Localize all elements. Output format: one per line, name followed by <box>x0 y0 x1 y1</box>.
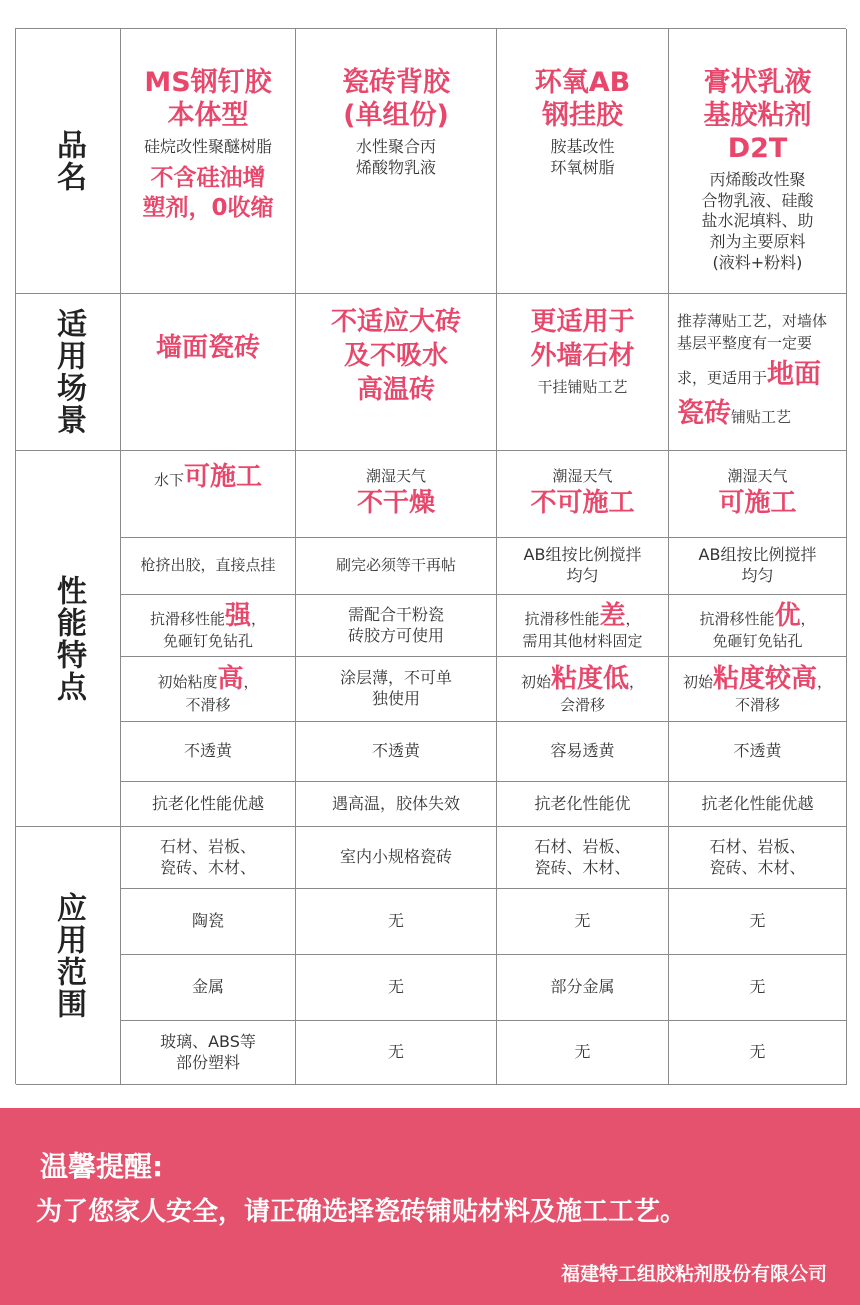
range-ceramic-3 <box>497 889 669 955</box>
perf-aging-3 <box>497 782 669 827</box>
perf-tack-1-em: 高 <box>217 664 244 694</box>
perf-tack-4-post: ， <box>817 673 833 691</box>
product-cell-2 <box>296 29 497 294</box>
perf-apply-3 <box>497 538 669 595</box>
product-cell-3 <box>497 29 669 294</box>
perf-tack-4-line2: 不滑移 <box>734 695 780 714</box>
perf-apply-2 <box>296 538 497 595</box>
perf-yellow-2-text: 不透黄 <box>371 741 420 761</box>
scene-cell-3 <box>497 294 669 451</box>
scene-text-2: 不适应大砖 及不吸水 高温砖 <box>330 307 461 405</box>
row-head-name-cell <box>16 29 121 294</box>
product-cell-4 <box>669 29 847 294</box>
perf-water-2-sub: 潮湿天气 <box>365 467 426 486</box>
perf-tack-1-line2: 不滑移 <box>185 695 231 714</box>
perf-slip-4-line1 <box>699 600 815 633</box>
perf-tack-4-em: 粘度较高 <box>712 664 817 694</box>
range-ceramic-3-text: 无 <box>574 911 591 931</box>
perf-slip-1-pre: 抗滑移性能 <box>149 609 225 628</box>
perf-slip-2-text: 需配合干粉瓷 砖胶方可使用 <box>347 604 444 645</box>
range-glass-1 <box>121 1021 296 1085</box>
row-head-perf-cell <box>16 451 121 827</box>
perf-apply-2-text: 刷完必须等干再帖 <box>335 556 456 575</box>
perf-yellow-2 <box>296 722 497 782</box>
range-glass-1-text: 玻璃、ABS等 部份塑料 <box>160 1031 256 1072</box>
perf-tack-3-em: 粘度低 <box>550 664 629 694</box>
perf-slip-4-line2: 免砸钉免钻孔 <box>712 632 803 650</box>
range-metal-2 <box>296 955 497 1021</box>
perf-apply-1 <box>121 538 296 595</box>
perf-tack-1-pre: 初始粘度 <box>157 673 218 691</box>
perf-water-2-em: 不干燥 <box>356 487 435 518</box>
perf-water-2 <box>296 451 497 538</box>
perf-aging-1-text: 抗老化性能优越 <box>151 793 264 813</box>
perf-slip-1-post: ， <box>251 609 267 628</box>
perf-slip-3-line1 <box>524 600 640 633</box>
perf-aging-2-text: 遇高温，胶体失效 <box>331 793 460 813</box>
perf-water-3-em: 不可施工 <box>530 487 635 518</box>
company-name: 福建特工组胶粘剂股份有限公司 <box>560 1263 827 1285</box>
product-desc-4: 丙烯酸改性聚 合物乳液、硅酸 盐水泥填料、助 剂为主要原料 (液料+粉料) <box>701 169 814 272</box>
range-stone-4-text: 石材、岩板、 瓷砖、木材、 <box>709 836 806 877</box>
perf-yellow-3 <box>497 722 669 782</box>
perf-yellow-4 <box>669 722 847 782</box>
range-stone-3-text: 石材、岩板、 瓷砖、木材、 <box>534 836 631 877</box>
perf-apply-4 <box>669 538 847 595</box>
perf-water-1-text <box>154 461 262 494</box>
reminder-title: 温馨提醒: <box>40 1150 164 1183</box>
row-head-perf: 性能特点 <box>51 574 86 703</box>
range-metal-1 <box>121 955 296 1021</box>
perf-slip-4-post: ， <box>800 609 816 628</box>
range-stone-1 <box>121 827 296 889</box>
range-glass-4 <box>669 1021 847 1085</box>
range-ceramic-4 <box>669 889 847 955</box>
row-head-range: 应用范围 <box>51 891 86 1020</box>
perf-slip-3-em: 差 <box>599 600 626 631</box>
product-name-2: 瓷砖背胶 (单组份) <box>342 67 450 131</box>
perf-water-1-pre: 水下 <box>153 471 184 489</box>
perf-yellow-4-text: 不透黄 <box>733 741 782 761</box>
perf-slip-1 <box>121 595 296 657</box>
perf-aging-4 <box>669 782 847 827</box>
range-ceramic-1 <box>121 889 296 955</box>
perf-water-1-em: 可施工 <box>184 462 263 492</box>
product-desc-1: 硅烷改性聚醚树脂 <box>143 136 272 156</box>
perf-apply-4-text: AB组按比例搅拌 均匀 <box>698 545 817 585</box>
range-metal-3-text: 部分金属 <box>550 977 615 997</box>
perf-water-3 <box>497 451 669 538</box>
product-cell-1 <box>121 29 296 294</box>
perf-tack-2 <box>296 657 497 722</box>
range-ceramic-2 <box>296 889 497 955</box>
perf-yellow-3-text: 容易透黄 <box>550 741 615 761</box>
range-ceramic-2-text: 无 <box>387 911 404 931</box>
perf-yellow-1 <box>121 722 296 782</box>
range-metal-4 <box>669 955 847 1021</box>
perf-aging-1 <box>121 782 296 827</box>
perf-slip-4-em: 优 <box>774 600 801 631</box>
range-metal-3 <box>497 955 669 1021</box>
scene-cell-2 <box>296 294 497 451</box>
range-glass-3 <box>497 1021 669 1085</box>
scene-sub-3: 干挂铺贴工艺 <box>537 377 628 396</box>
row-head-name: 品名 <box>51 129 86 193</box>
range-glass-2 <box>296 1021 497 1085</box>
perf-tack-2-text: 涂层薄，不可单 独使用 <box>339 668 452 708</box>
product-name-3: 环氧AB 钢挂胶 <box>534 67 631 131</box>
perf-water-3-sub: 潮湿天气 <box>552 467 613 486</box>
range-stone-4 <box>669 827 847 889</box>
perf-slip-3 <box>497 595 669 657</box>
perf-tack-3-line1 <box>521 663 644 696</box>
perf-aging-2 <box>296 782 497 827</box>
scene-cell-1 <box>121 294 296 451</box>
scene-text-4 <box>677 311 838 433</box>
row-head-scene-cell <box>16 294 121 451</box>
perf-tack-4-line1 <box>683 663 832 696</box>
row-head-range-cell <box>16 827 121 1085</box>
perf-water-4-em: 可施工 <box>718 487 797 518</box>
perf-slip-4-pre: 抗滑移性能 <box>699 609 775 628</box>
product-desc-3: 胺基改性 环氧树脂 <box>550 136 615 177</box>
perf-aging-4-text: 抗老化性能优越 <box>701 793 814 813</box>
scene-text-1: 墙面瓷砖 <box>155 333 260 363</box>
product-name-1: MS钢钉胶 本体型 <box>144 67 272 131</box>
perf-tack-3-pre: 初始 <box>520 673 551 691</box>
product-name-4: 膏状乳液 基胶粘剂 D2T <box>703 67 812 164</box>
range-glass-3-text: 无 <box>574 1042 591 1062</box>
perf-slip-1-em: 强 <box>224 600 251 631</box>
range-glass-4-text: 无 <box>749 1042 766 1062</box>
scene-cell-4 <box>669 294 847 451</box>
range-stone-1-text: 石材、岩板、 瓷砖、木材、 <box>159 836 256 877</box>
range-stone-2-text: 室内小规格瓷砖 <box>339 847 452 867</box>
perf-yellow-1-text: 不透黄 <box>183 741 232 761</box>
perf-tack-3-line2: 会滑移 <box>559 695 605 714</box>
row-head-scene: 适用场景 <box>51 308 86 436</box>
perf-tack-4 <box>669 657 847 722</box>
range-metal-1-text: 金属 <box>191 977 224 997</box>
comparison-table <box>15 28 846 1084</box>
perf-slip-2 <box>296 595 497 657</box>
perf-slip-1-line2: 免砸钉免钻孔 <box>162 632 253 650</box>
perf-tack-1 <box>121 657 296 722</box>
perf-apply-3-text: AB组按比例搅拌 均匀 <box>523 545 642 585</box>
scene-4-pre: 推荐薄贴工艺，对墙体基层平整度有一定要求，更适用于 <box>677 312 828 387</box>
perf-water-4 <box>669 451 847 538</box>
reminder-text: 为了您家人安全，请正确选择瓷砖铺贴材料及施工工艺。 <box>36 1197 687 1227</box>
range-stone-2 <box>296 827 497 889</box>
perf-water-1 <box>121 451 296 538</box>
product-highlight-1: 不含硅油增 塑剂，0收缩 <box>142 164 274 221</box>
perf-water-4-sub: 潮湿天气 <box>727 467 788 486</box>
range-metal-2-text: 无 <box>387 977 404 997</box>
perf-aging-3-text: 抗老化性能优 <box>534 793 631 813</box>
range-metal-4-text: 无 <box>749 977 766 997</box>
perf-slip-3-line2: 需用其他材料固定 <box>522 632 643 650</box>
perf-slip-3-post: ， <box>625 609 641 628</box>
reminder-banner <box>0 1108 860 1305</box>
range-ceramic-4-text: 无 <box>749 911 766 931</box>
range-ceramic-1-text: 陶瓷 <box>191 911 224 931</box>
range-glass-2-text: 无 <box>387 1042 404 1062</box>
scene-text-3: 更适用于 外墙石材 <box>530 307 635 371</box>
perf-tack-4-pre: 初始 <box>682 673 713 691</box>
perf-tack-3-post: ， <box>629 673 645 691</box>
perf-tack-3 <box>497 657 669 722</box>
perf-tack-1-line1 <box>157 663 258 696</box>
range-stone-3 <box>497 827 669 889</box>
scene-4-post: 铺贴工艺 <box>731 407 792 426</box>
product-desc-2: 水性聚合丙 烯酸物乳液 <box>355 136 436 177</box>
perf-apply-1-text: 枪挤出胶，直接点挂 <box>140 556 276 575</box>
perf-tack-1-post: ， <box>243 673 259 691</box>
perf-slip-1-line1 <box>150 600 266 633</box>
perf-slip-3-pre: 抗滑移性能 <box>524 609 600 628</box>
scene-4-em: 地面瓷砖 <box>677 358 822 429</box>
perf-slip-4 <box>669 595 847 657</box>
